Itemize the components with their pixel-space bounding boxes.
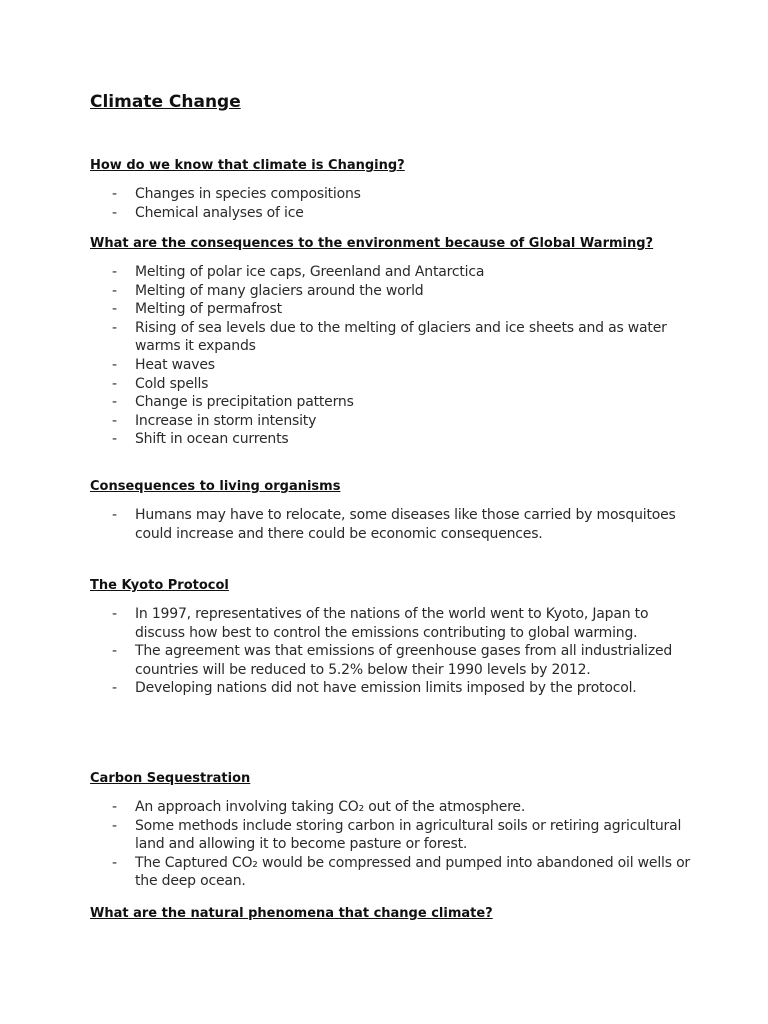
- list-item-text: Melting of many glaciers around the world: [135, 282, 424, 299]
- section: [90, 234, 690, 449]
- list-item: [90, 375, 690, 394]
- list-item: [90, 642, 690, 679]
- bullet-dash: -: [112, 817, 117, 834]
- bullet-list: [90, 605, 690, 698]
- bullet-dash: -: [112, 356, 117, 373]
- bullet-dash: -: [112, 394, 117, 411]
- list-item-text: Developing nations did not have emission limits imposed by the protocol.: [135, 680, 637, 697]
- bullet-dash: -: [112, 375, 117, 392]
- list-item-text: Change is precipitation patterns: [135, 394, 354, 411]
- bullet-dash: -: [112, 204, 117, 221]
- bullet-dash: -: [112, 606, 117, 622]
- list-item: [90, 185, 690, 204]
- bullet-dash: -: [112, 507, 117, 523]
- list-item-text: Melting of permafrost: [135, 301, 282, 318]
- list-item: [90, 679, 690, 698]
- bullet-dash: -: [112, 301, 117, 318]
- bullet-list: [90, 506, 690, 543]
- list-item: [90, 300, 690, 319]
- document-title: Climate Change: [90, 92, 241, 112]
- bullet-list: [90, 263, 690, 449]
- section: [90, 904, 690, 923]
- list-item: [90, 798, 690, 817]
- bullet-dash: -: [112, 186, 117, 202]
- list-item-text: An approach involving taking CO₂ out of the atmosphere.: [135, 799, 526, 815]
- list-item-text: Shift in ocean currents: [135, 431, 289, 448]
- bullet-dash: -: [112, 643, 117, 660]
- bullet-dash: -: [112, 412, 117, 429]
- list-item-text: The Captured CO₂ would be compressed and pumped into abandoned oil wells or the deep ocean.: [135, 854, 690, 890]
- list-item: [90, 393, 690, 412]
- bullet-dash: -: [112, 264, 117, 280]
- section: [90, 769, 690, 891]
- bullet-dash: -: [112, 431, 117, 448]
- list-item: [90, 817, 690, 854]
- section-heading: The Kyoto Protocol: [90, 578, 229, 593]
- list-item-text: Chemical analyses of ice: [135, 204, 304, 221]
- bullet-dash: -: [112, 680, 117, 697]
- list-item-text: Some methods include storing carbon in agricultural soils or retiring agricultural land and allowing it to become pasture or forest.: [135, 817, 682, 853]
- list-item: [90, 854, 690, 891]
- section-heading: Carbon Sequestration: [90, 771, 251, 786]
- list-item-text: Changes in species compositions: [135, 186, 361, 202]
- bullet-dash: -: [112, 854, 117, 871]
- list-item: [90, 204, 690, 223]
- list-item: [90, 263, 690, 282]
- bullet-dash: -: [112, 799, 117, 815]
- list-item-text: The agreement was that emissions of greenhouse gases from all industrialized countries will be reduced to 5.2% below their 1990 levels by 2012.: [135, 643, 673, 678]
- list-item-text: Rising of sea levels due to the melting of glaciers and ice sheets and as water warms it expands: [135, 319, 667, 355]
- section-heading: What are the natural phenomena that change climate?: [90, 906, 493, 921]
- list-item: [90, 506, 690, 543]
- list-item-text: Melting of polar ice caps, Greenland and Antarctica: [135, 264, 485, 280]
- bullet-list: [90, 798, 690, 891]
- list-item: [90, 282, 690, 301]
- list-item-text: In 1997, representatives of the nations of the world went to Kyoto, Japan to discuss how best to control the emissions contributing to global warming.: [135, 606, 649, 641]
- section: [90, 576, 690, 698]
- section: [90, 156, 690, 222]
- list-item: [90, 356, 690, 375]
- list-item: [90, 430, 690, 449]
- list-item-text: Increase in storm intensity: [135, 412, 317, 429]
- section-heading: Consequences to living organisms: [90, 479, 341, 494]
- section-heading: What are the consequences to the environment because of Global Warming?: [90, 236, 654, 251]
- section: [90, 477, 690, 543]
- list-item: [90, 605, 690, 642]
- bullet-list: [90, 185, 690, 222]
- bullet-dash: -: [112, 282, 117, 299]
- list-item-text: Heat waves: [135, 356, 215, 373]
- list-item-text: Cold spells: [135, 375, 209, 392]
- section-heading: How do we know that climate is Changing?: [90, 158, 405, 173]
- list-item: [90, 412, 690, 431]
- list-item: [90, 319, 690, 356]
- list-item-text: Humans may have to relocate, some diseases like those carried by mosquitoes could increase and there could be economic consequences.: [135, 507, 676, 542]
- bullet-dash: -: [112, 319, 117, 336]
